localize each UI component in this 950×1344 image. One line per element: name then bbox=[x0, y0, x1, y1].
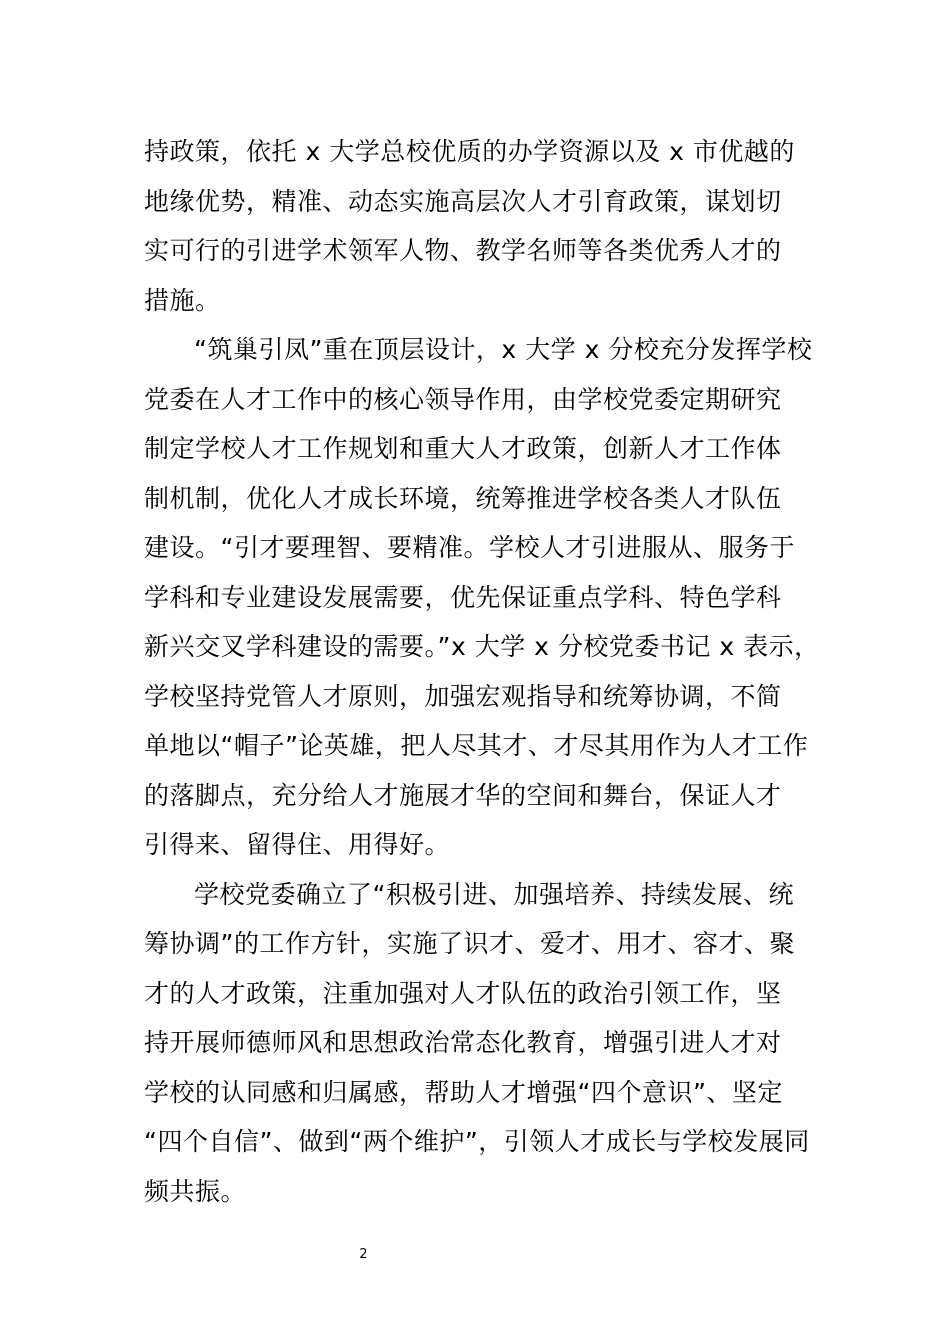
text-line: 持开展师德师风和思想政治常态化教育，增强引进人才对 bbox=[144, 1028, 782, 1057]
paragraph-2 bbox=[144, 325, 834, 870]
text-line: 学校坚持党管人才原则，加强宏观指导和统筹协调，不简 bbox=[144, 681, 782, 711]
text-line: “四个自信”、做到“两个维护”，引领人才成长与学校发展同 bbox=[144, 1127, 810, 1156]
text-line: 措施。 bbox=[144, 285, 221, 315]
text-line: 筹协调”的工作方针，实施了识才、爱才、用才、容才、聚 bbox=[144, 929, 795, 958]
text-line: 新兴交叉学科建设的需要。”x 大学 x 分校党委书记 x 表示， bbox=[144, 632, 820, 661]
paragraph-3 bbox=[144, 870, 834, 1217]
text-line: 制定学校人才工作规划和重大人才政策，创新人才工作体 bbox=[144, 434, 782, 463]
text-line: 实可行的引进学术领军人物、教学名师等各类优秀人才的 bbox=[144, 236, 782, 265]
page-number: 2 bbox=[359, 1247, 368, 1262]
text-line: 才的人才政策，注重加强对人才队伍的政治引领工作，坚 bbox=[144, 978, 782, 1008]
text-line: 持政策，依托 x 大学总校优质的办学资源以及 x 市优越的 bbox=[144, 137, 795, 166]
text-line: 学校党委确立了“积极引进、加强培养、持续发展、统 bbox=[194, 879, 794, 909]
text-line: 引得来、留得住、用得好。 bbox=[144, 830, 451, 859]
text-line: 制机制，优化人才成长环境，统筹推进学校各类人才队伍 bbox=[144, 483, 782, 513]
text-line: 地缘优势，精准、动态实施高层次人才引育政策，谋划切 bbox=[144, 186, 782, 216]
text-line: 建设。“引才要理智、要精准。学校人才引进服从、服务于 bbox=[144, 533, 795, 562]
text-line: 学科和专业建设发展需要，优先保证重点学科、特色学科 bbox=[144, 582, 782, 612]
text-line: 的落脚点，充分给人才施展才华的空间和舞台，保证人才 bbox=[144, 780, 782, 810]
text-line: 学校的认同感和归属感，帮助人才增强“四个意识”、坚定 bbox=[144, 1077, 783, 1107]
text-line: 频共振。 bbox=[144, 1176, 247, 1206]
text-line: 单地以“帽子”论英雄，把人尽其才、才尽其用作为人才工作 bbox=[144, 731, 809, 760]
paragraph-1 bbox=[144, 127, 834, 325]
document-body bbox=[144, 127, 834, 1216]
text-line: “筑巢引凤”重在顶层设计，x 大学 x 分校充分发挥学校 bbox=[194, 335, 813, 364]
text-line: 党委在人才工作中的核心领导作用，由学校党委定期研究 bbox=[144, 384, 782, 414]
